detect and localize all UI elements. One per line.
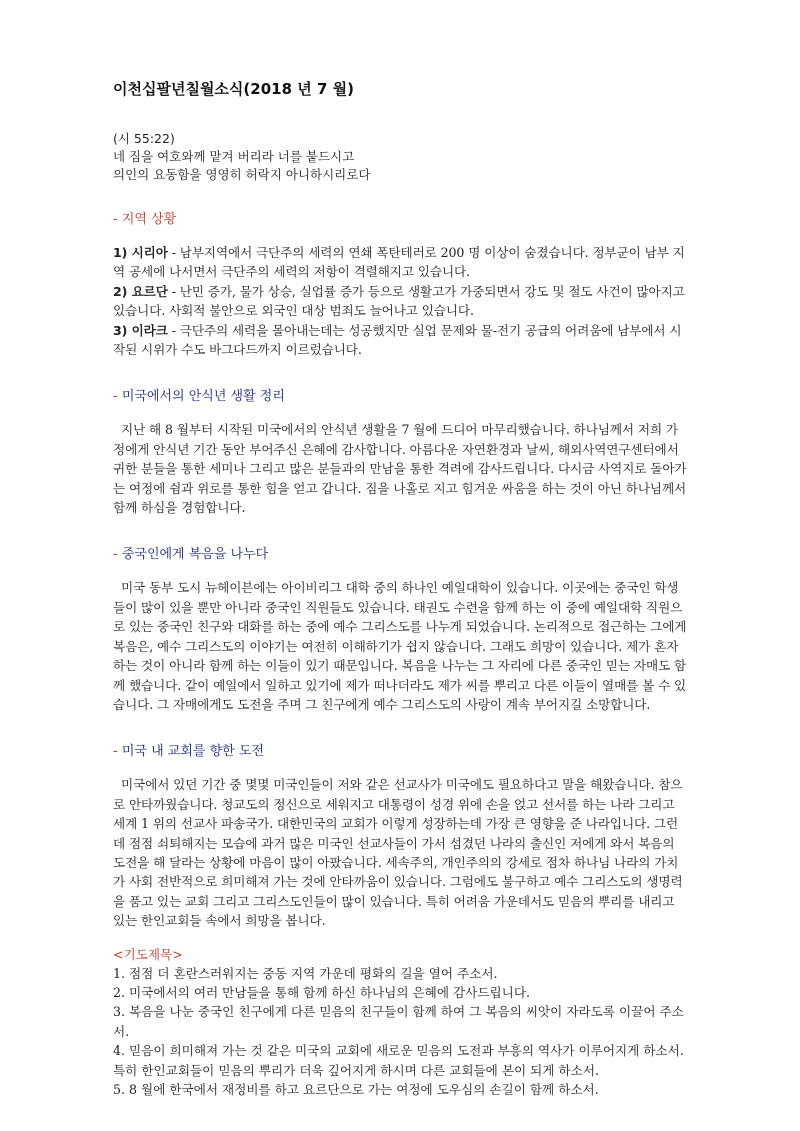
prayer-item: 5. 8 월에 한국에서 재정비를 하고 요르단으로 가는 여정에 도우심의 손길이 함께 하소서. — [113, 1082, 599, 1097]
heading-text: 미국 내 교회를 향한 도전 — [121, 744, 264, 760]
section-heading-gospel — [113, 543, 690, 562]
region-label: 1) 시리아 — [113, 245, 168, 260]
prayer-list — [113, 964, 690, 1100]
verse-line-1: 네 짐을 여호와께 맡겨 버리라 너를 붙드시고 — [113, 149, 355, 164]
verse-line-2: 의인의 요동함을 영영히 허락지 아니하시리로다 — [113, 167, 371, 182]
page-title: 이천십팔년칠월소식(2018 년 7 월) — [113, 80, 354, 98]
heading-text: 지역 상황 — [121, 212, 177, 227]
heading-text: 미국에서의 안식년 생활 정리 — [121, 389, 285, 405]
heading-dash: - — [113, 547, 122, 563]
region-label: 3) 이라크 — [113, 322, 168, 338]
region-item-iraq — [113, 321, 690, 360]
paragraph-text: 미국 동부 도시 뉴헤이븐에는 아이비리그 대학 중의 하나인 예일대학이 있습니다. 이곳에는 중국인 학생들이 많이 있을 뿐만 아니라 중국인 직원들도 있습니다. 태권도 수련을 함께 하는 이 중에 예일대학 직원으로 있는 중국인 친구와 대화를 하는 중에 예수 그리스도를 나누게 되었습니다. 논리적으로 접근하는 그에게 복음은, 예수 그리스도의 이야기는 여전히 이해하기가 쉽지 않습니다. 그래도 희망이 있습니다. 제가 혼자 하는 것이 아니라 함께 하는 이들이 있기 때문입니다. 복음을 나누는 그 자리에 다른 중국인 믿는 자매도 함께 했습니다. 같이 예일에서 일하고 있기에 제가 떠나더라도 제가 씨를 뿌리고 다른 이들이 열매를 볼 수 있습니다. 그 자매에게도 도전을 주며 그 친구에게 예수 그리스도의 사랑이 계속 부어지길 소망합니다. — [113, 580, 687, 712]
paragraph-text: 미국에서 있던 기간 중 몇몇 미국인들이 저와 같은 선교사가 미국에도 필요하다고 말을 해왔습니다. 참으로 안타까웠습니다. 청교도의 정신으로 세워지고 대통령이 성경 위에 손을 얹고 선서를 하는 나라 그리고 세계 1 위의 선교사 파송국가. 대한민국의 교회가 이렇게 성장하는데 가장 큰 영향을 준 나라입니다. 그런데 점점 쇠퇴해지는 모습에 과거 많은 미국인 선교사들이 가서 섬겼던 나라의 출신인 저에게 와서 복음의 도전을 해 달라는 상황에 마음이 많이 아팠습니다. 세속주의, 개인주의의 강세로 점차 하나님 나라의 가치가 사회 전반적으로 희미해져 가는 것에 안타까움이 있습니다. 그럼에도 불구하고 예수 그리스도의 생명력을 품고 있는 교회 그리고 그리스도인들이 많이 있습니다. 특히 어려움 가운데서도 믿음의 뿌리를 내리고 있는 한인교회들 속에서 희망을 봅니다. — [113, 777, 683, 929]
scripture-verse — [113, 130, 690, 184]
region-text: - 난민 증가, 물가 상승, 실업률 증가 등으로 생활고가 가중되면서 강도 및 절도 사건이 많아지고 있습니다. 사회적 불안으로 외국인 대상 범죄도 늘어나고 있습니다. — [113, 283, 685, 319]
prayer-item: 1. 점점 더 혼란스러워지는 중동 지역 가운데 평화의 길을 열어 주소서. — [113, 965, 498, 981]
sabbatical-paragraph — [113, 420, 690, 517]
region-item-jordan — [113, 282, 690, 321]
region-text: - 남부지역에서 극단주의 세력의 연쇄 폭탄테러로 200 명 이상이 숨졌습니다. 정부군이 남부 지역 공세에 나서면서 극단주의 세력의 저항이 격렬해지고 있습니다. — [113, 245, 685, 280]
heading-dash: - — [113, 389, 122, 405]
prayer-item: 3. 복음을 나눈 중국인 친구에게 다른 믿음의 친구들이 함께 하여 그 복음의 씨앗이 자라도록 이끌어 주소서. — [113, 1004, 684, 1039]
paragraph-text: 지난 해 8 월부터 시작된 미국에서의 안식년 생활을 7 월에 드디어 마무리했습니다. 하나님께서 저희 가정에게 안식년 기간 동안 부어주신 은혜에 감사합니다. 아름다운 자연환경과 날씨, 해외사역연구센터에서 귀한 분들을 통한 세미나 그리고 많은 분들과의 만남을 통한 격려에 감사드립니다. 다시금 사역지로 돌아가는 여정에 쉼과 위로를 통한 힘을 얻고 갑니다. 짐을 나홀로 지고 힘겨운 싸움을 하는 것이 아닌 하나님께서 함께 하심을 경험합니다. — [113, 422, 687, 516]
section-heading-sabbatical — [113, 385, 690, 404]
region-item-syria — [113, 243, 690, 282]
region-text: - 극단주의 세력을 몰아내는데는 성공했지만 실업 문제와 물-전기 공급의 어려움에 남부에서 시작된 시위가 수도 바그다드까지 이르렀습니다. — [113, 322, 682, 358]
challenge-paragraph — [113, 775, 690, 930]
verse-reference: (시 55:22) — [113, 131, 175, 146]
heading-dash: - — [113, 744, 122, 760]
regional-situation-list — [113, 243, 690, 359]
heading-dash: - — [113, 212, 122, 227]
heading-text: 중국인에게 복음을 나누다 — [121, 547, 269, 563]
gospel-paragraph — [113, 578, 690, 714]
prayer-item: 4. 믿음이 희미해져 가는 것 같은 미국의 교회에 새로운 믿음의 도전과 부흥의 역사가 이루어지게 하소서. 특히 한인교회들이 믿음의 뿌리가 더욱 깊어지게 하시며 다른 교회들에 본이 되게 하소서. — [113, 1043, 684, 1078]
prayer-title: <기도제목> — [113, 946, 183, 962]
section-heading-challenge — [113, 740, 690, 759]
section-heading-regional — [113, 208, 690, 227]
prayer-item: 2. 미국에서의 여러 만남들을 통해 함께 하신 하나님의 은혜에 감사드립니다. — [113, 984, 531, 1000]
region-label: 2) 요르단 — [113, 283, 168, 299]
